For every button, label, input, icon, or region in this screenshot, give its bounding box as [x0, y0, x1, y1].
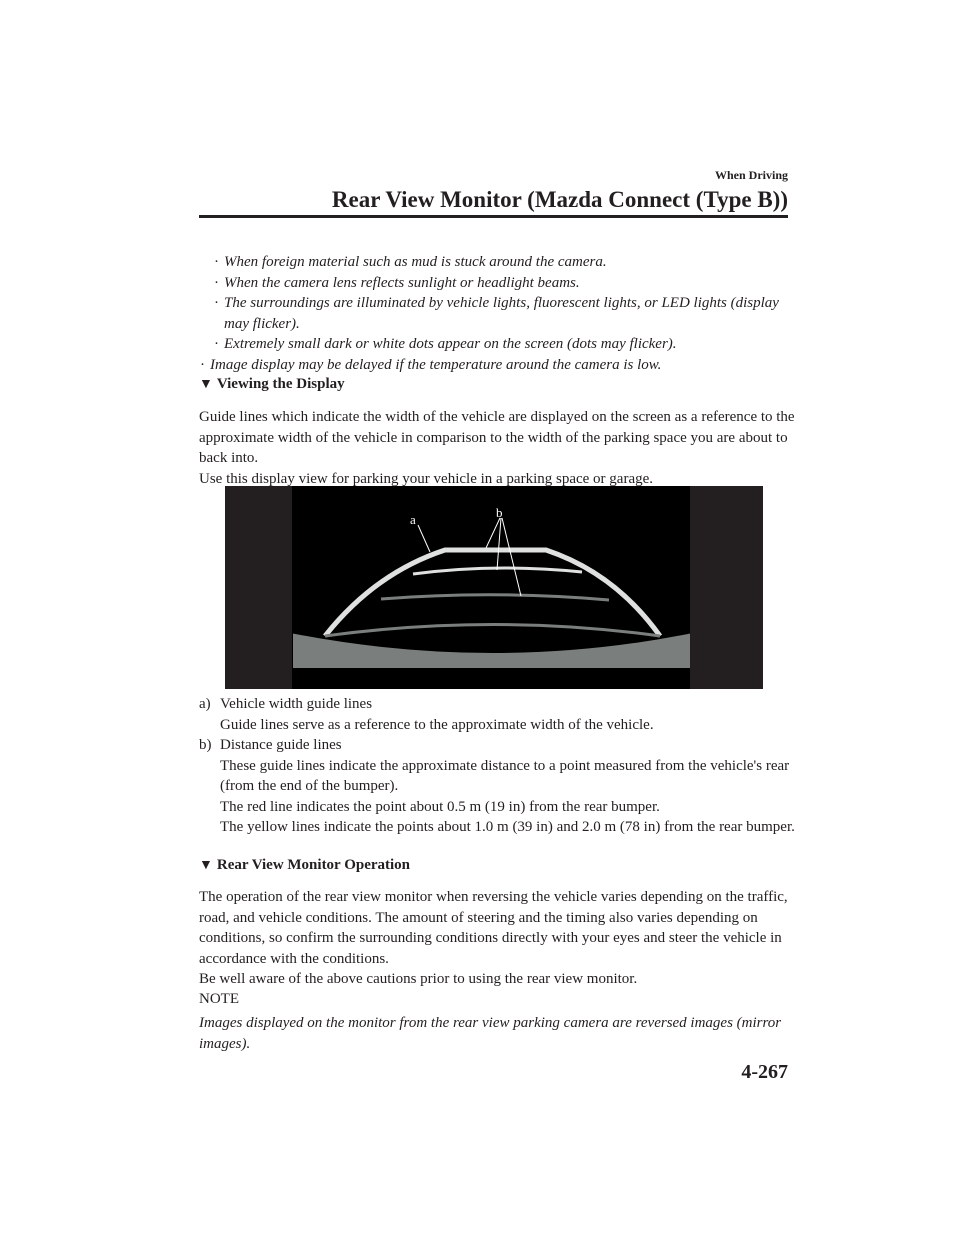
- heading-text: Rear View Monitor Operation: [216, 857, 411, 873]
- viewing-paragraph: Guide lines which indicate the width of the vehicle are displayed on the screen as a reference to the approximate width of the vehicle in comparison to the width of the parking space you are about to back into.: [199, 409, 795, 466]
- heading-text: Viewing the Display: [216, 376, 345, 392]
- bullet-dot: ·: [200, 356, 205, 373]
- bullet-item: · When the camera lens reflects sunlight or headlight beams.: [213, 273, 799, 294]
- figure-legend: [199, 694, 799, 838]
- legend-description: Guide lines serve as a reference to the approximate width of the vehicle.: [220, 716, 654, 733]
- section-label: When Driving: [714, 168, 788, 182]
- heading-monitor-operation: [199, 857, 410, 874]
- legend-title: Distance guide lines: [220, 737, 342, 753]
- legend-label: a): [199, 696, 211, 712]
- callout-label-a: a: [410, 512, 416, 527]
- bullet-item: · The surroundings are illuminated by vehicle lights, fluorescent lights, or LED lights (display may flicker).: [214, 295, 779, 332]
- legend-description: The yellow lines indicate the points about 1.0 m (39 in) and 2.0 m (78 in) from the rear bumper.: [220, 819, 795, 835]
- operation-paragraphs: [199, 887, 799, 990]
- rear-view-figure: [225, 486, 763, 689]
- operation-paragraph: Be well aware of the above cautions prior to using the rear view monitor.: [199, 971, 638, 987]
- heading-viewing-display: [199, 376, 345, 393]
- legend-title: Vehicle width guide lines: [220, 696, 373, 712]
- legend-description: These guide lines indicate the approximate distance to a point measured from the vehicle's rear (from the end of the bumper).: [220, 757, 790, 794]
- legend-label: b): [199, 737, 212, 753]
- viewing-paragraphs: [199, 407, 799, 489]
- bullet-item: · When foreign material such as mud is stuck around the camera.: [213, 252, 799, 273]
- bullet-dot: ·: [214, 295, 219, 311]
- bullet-item: · Image display may be delayed if the temperature around the camera is low.: [199, 355, 799, 376]
- triangle-down-icon: ▼: [199, 376, 213, 392]
- bullet-dot: ·: [214, 254, 219, 270]
- legend-description: The red line indicates the point about 0.5 m (19 in) from the rear bumper.: [220, 798, 660, 815]
- bullet-item: · Extremely small dark or white dots appear on the screen (dots may flicker).: [213, 334, 799, 355]
- callout-label-b: b: [496, 505, 503, 520]
- note-label: NOTE: [199, 991, 239, 1007]
- bullet-list: [199, 252, 799, 375]
- rear-view-diagram: [225, 486, 763, 689]
- page-title: Rear View Monitor (Mazda Connect (Type B)): [331, 187, 788, 212]
- title-rule: [199, 215, 788, 218]
- viewing-paragraph: Use this display view for parking your vehicle in a parking space or garage.: [199, 470, 654, 487]
- bullet-dot: ·: [214, 274, 219, 291]
- legend-item-a: [199, 694, 799, 715]
- page-number: 4-267: [741, 1061, 788, 1083]
- operation-paragraph: The operation of the rear view monitor when reversing the vehicle varies depending on the traffic, road, and vehicle conditions. The amount of steering and the timing also varies depending on conditions, so confirm the surrounding conditions directly with your eyes and steer the vehicle in accordance with the conditions.: [199, 889, 788, 967]
- note-text: Images displayed on the monitor from the rear view parking camera are reversed images (mirror images).: [199, 1015, 782, 1052]
- triangle-down-icon: ▼: [199, 857, 213, 873]
- bullet-dot: ·: [214, 336, 219, 352]
- legend-item-b: [199, 735, 799, 756]
